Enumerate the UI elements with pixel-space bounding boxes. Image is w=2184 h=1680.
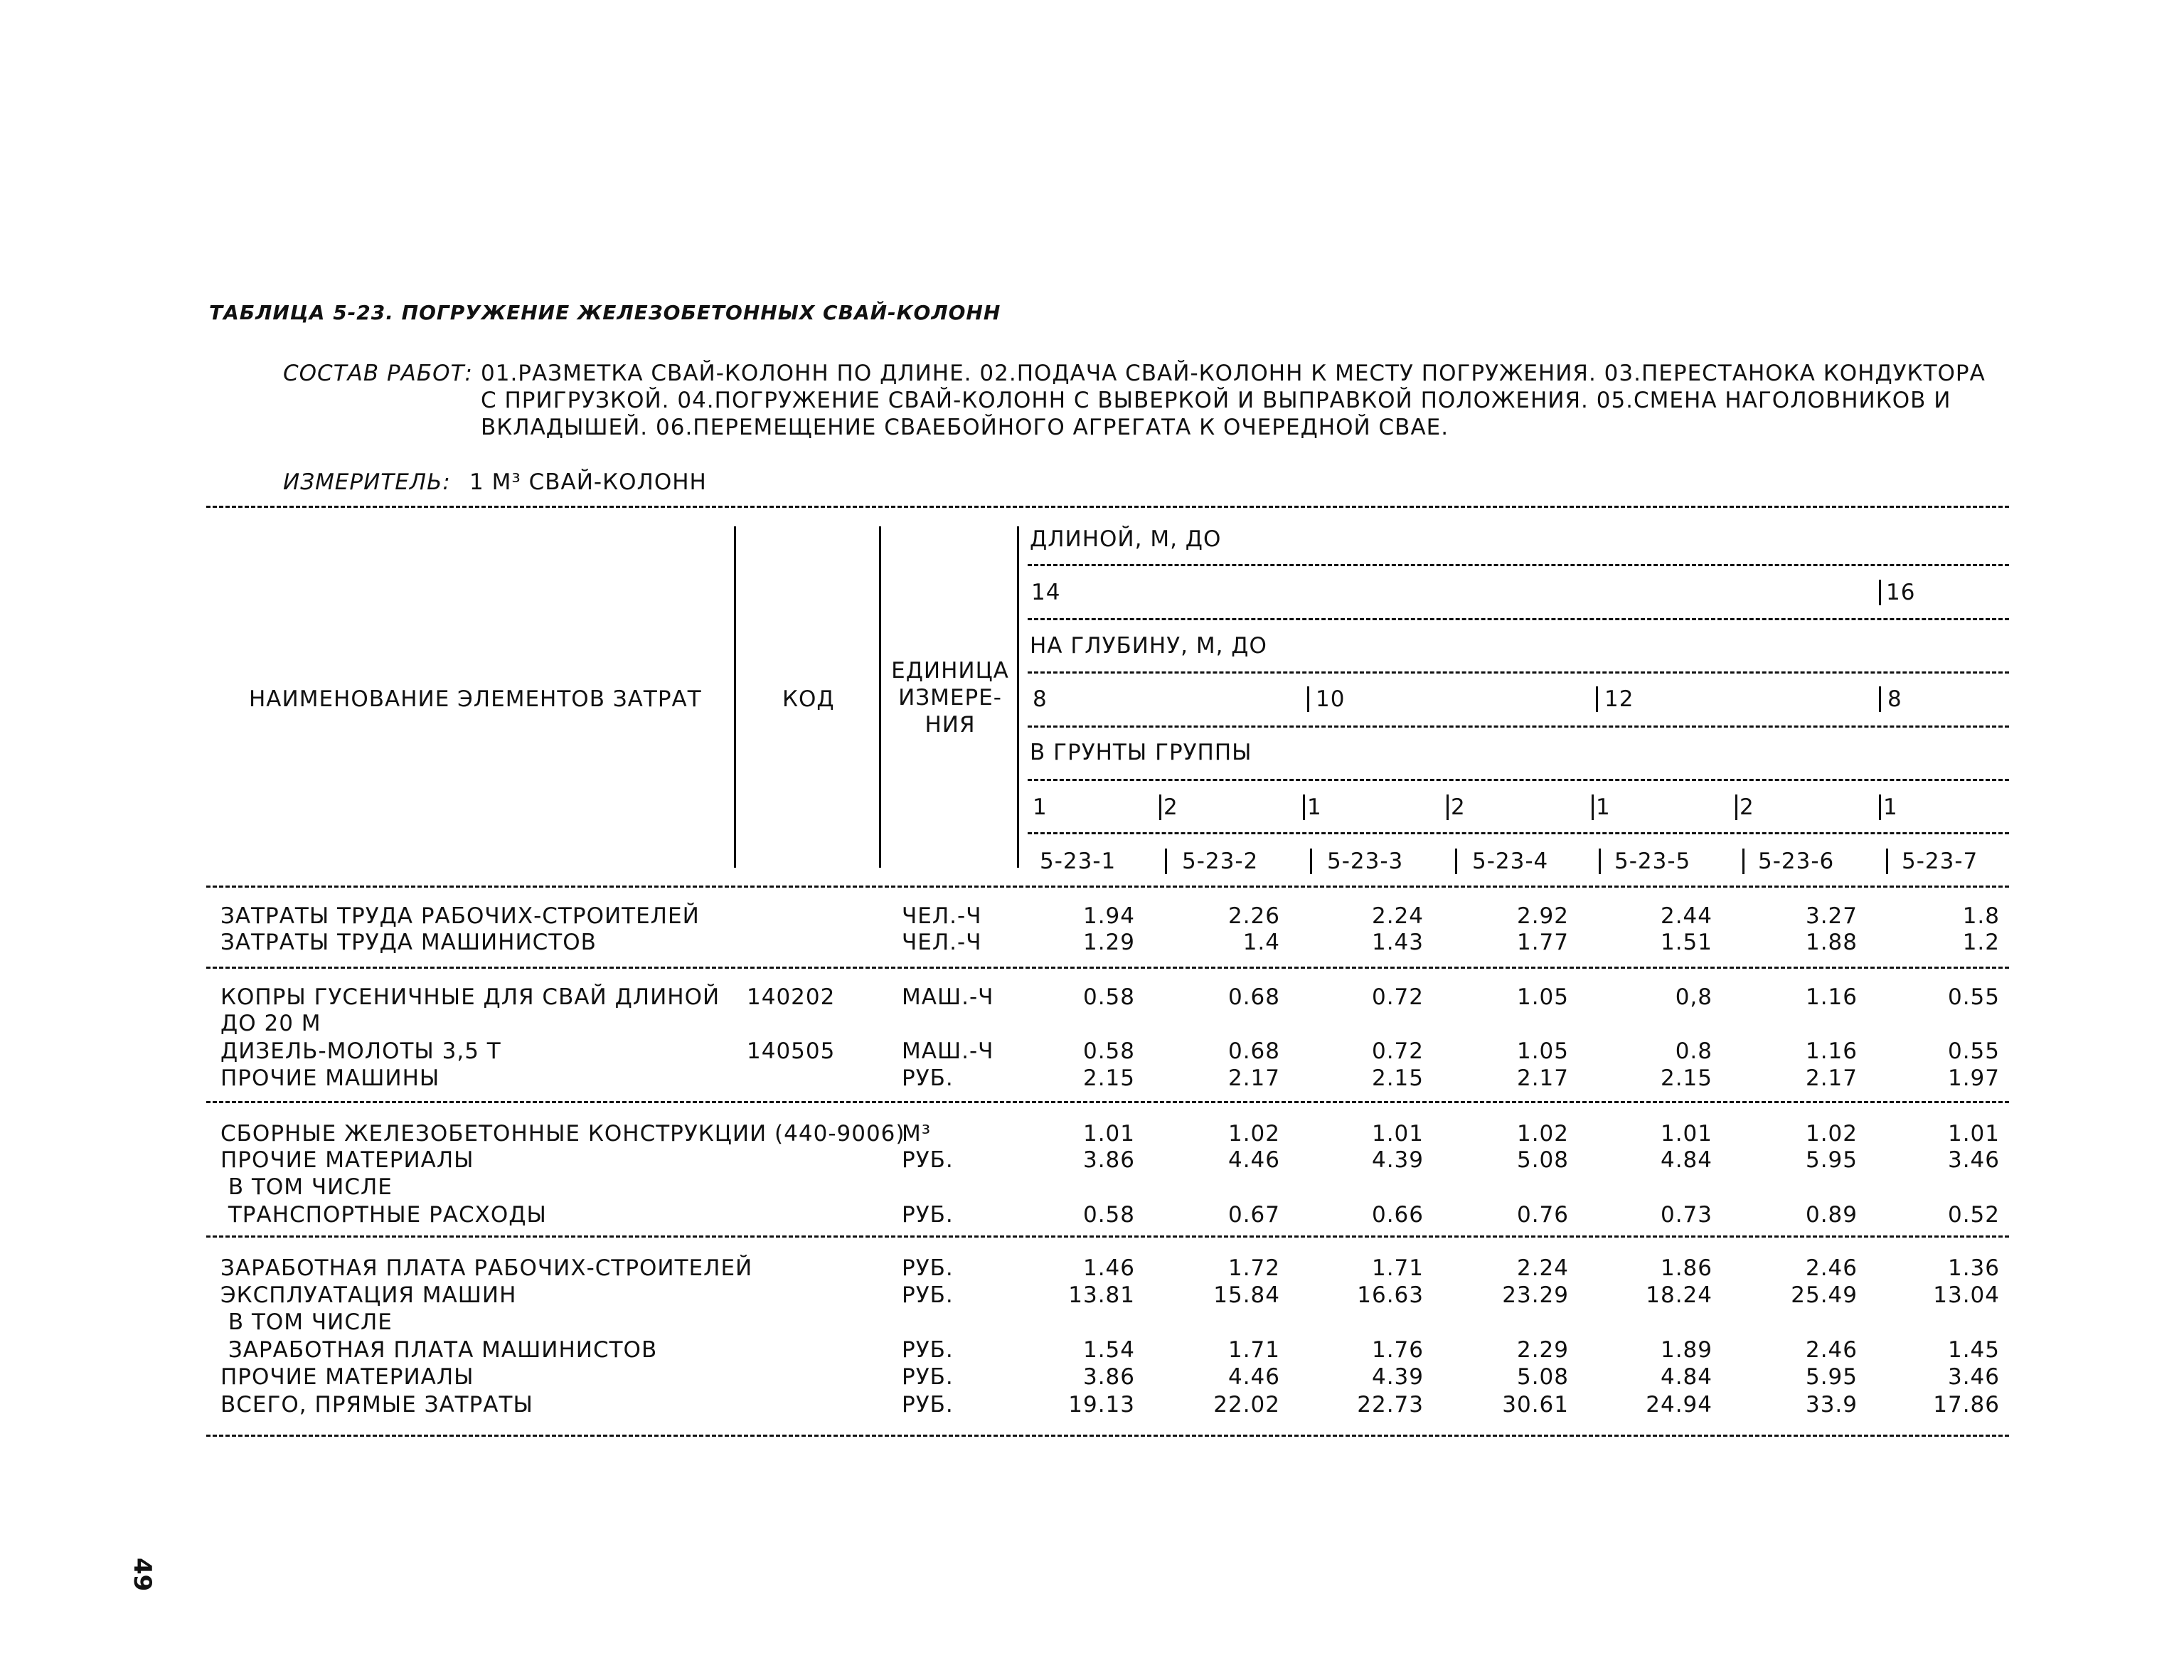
row-value-6: 1.16 — [1805, 1038, 1858, 1064]
row-value-1: 0.58 — [1082, 1202, 1135, 1228]
row-value-7: 1.97 — [1947, 1065, 2000, 1091]
row-value-3: 1.71 — [1371, 1255, 1424, 1281]
row-value-3: 1.01 — [1371, 1121, 1424, 1147]
table-title: ТАБЛИЦА 5-23. ПОГРУЖЕНИЕ ЖЕЛЕЗОБЕТОННЫХ СВАЙ-КОЛОНН — [209, 301, 1001, 324]
row-value-7: 1.45 — [1947, 1337, 2000, 1363]
row-value-5: 0,8 — [1675, 984, 1712, 1010]
row-value-3: 16.63 — [1357, 1282, 1424, 1308]
row-value-4: 2.24 — [1516, 1255, 1569, 1281]
row-value-2: 22.02 — [1213, 1392, 1280, 1418]
row-code: 140505 — [747, 1038, 836, 1064]
row-value-5: 24.94 — [1646, 1392, 1712, 1418]
header-subrule-1 — [1028, 564, 2009, 566]
row-value-3: 0.72 — [1371, 1038, 1424, 1064]
soil-sep-6 — [1879, 794, 1881, 820]
row-value-3: 1.43 — [1371, 930, 1424, 955]
work-composition-line-3: ВКЛАДЫШЕЙ. 06.ПЕРЕМЕЩЕНИЕ СВАЕБОЙНОГО АГРЕГАТА К ОЧЕРЕДНОЙ СВАЕ. — [481, 415, 1449, 440]
row-value-5: 4.84 — [1660, 1147, 1712, 1173]
row-unit: РУБ. — [902, 1255, 954, 1281]
header-length-sep — [1879, 580, 1881, 605]
row-value-4: 5.08 — [1516, 1147, 1569, 1173]
row-value-6: 5.95 — [1805, 1364, 1858, 1390]
row-value-5: 1.89 — [1660, 1337, 1712, 1363]
row-value-4: 1.05 — [1516, 1038, 1569, 1064]
row-name: ЗАРАБОТНАЯ ПЛАТА РАБОЧИХ-СТРОИТЕЛЕЙ — [220, 1255, 753, 1281]
header-soil-label: В ГРУНТЫ ГРУППЫ — [1030, 740, 1252, 765]
page-number: 49 — [128, 1558, 156, 1592]
row-value-7: 0.55 — [1947, 1038, 2000, 1064]
row-value-4: 1.05 — [1516, 984, 1569, 1010]
row-name: ВСЕГО, ПРЯМЫЕ ЗАТРАТЫ — [220, 1392, 533, 1418]
row-value-3: 4.39 — [1371, 1147, 1424, 1173]
work-composition-line-2: С ПРИГРУЗКОЙ. 04.ПОГРУЖЕНИЕ СВАЙ-КОЛОНН С ВЫВЕРКОЙ И ВЫПРАВКОЙ ПОЛОЖЕНИЯ. 05.СМЕНА НАГОЛОВНИКОВ И — [481, 388, 1951, 413]
header-subrule-4 — [1028, 725, 2009, 728]
row-value-4: 1.02 — [1516, 1121, 1569, 1147]
row-unit: МАШ.-Ч — [902, 1038, 994, 1064]
header-code-3: 5-23-3 — [1327, 849, 1404, 874]
soil-sep-3 — [1447, 794, 1449, 820]
header-soil-4: 2 — [1451, 794, 1466, 820]
row-value-2: 2.17 — [1227, 1065, 1280, 1091]
row-value-1: 2.15 — [1082, 1065, 1135, 1091]
row-value-5: 1.86 — [1660, 1255, 1712, 1281]
row-value-5: 18.24 — [1646, 1282, 1712, 1308]
row-value-4: 2.92 — [1516, 903, 1569, 929]
row-value-1: 19.13 — [1068, 1392, 1135, 1418]
row-value-7: 3.46 — [1947, 1147, 2000, 1173]
row-name: ЗАРАБОТНАЯ ПЛАТА МАШИНИСТОВ — [220, 1337, 658, 1363]
row-value-1: 1.01 — [1082, 1121, 1135, 1147]
row-value-6: 1.88 — [1805, 930, 1858, 955]
row-name: ПРОЧИЕ МАТЕРИАЛЫ — [220, 1364, 474, 1390]
measure-label: ИЗМЕРИТЕЛЬ: — [283, 469, 451, 495]
header-depth-sep-1 — [1307, 686, 1309, 712]
row-value-7: 1.8 — [1962, 903, 2000, 929]
header-soil-5: 1 — [1596, 794, 1611, 820]
header-code: КОД — [782, 686, 835, 712]
header-code-6: 5-23-6 — [1758, 849, 1835, 874]
row-value-5: 4.84 — [1660, 1364, 1712, 1390]
header-code-4: 5-23-4 — [1472, 849, 1549, 874]
row-value-5: 2.44 — [1660, 903, 1712, 929]
row-value-3: 1.76 — [1371, 1337, 1424, 1363]
measure-value: 1 М³ СВАЙ-КОЛОНН — [469, 469, 707, 495]
row-value-5: 0.8 — [1675, 1038, 1712, 1064]
row-value-2: 0.68 — [1227, 1038, 1280, 1064]
row-value-6: 5.95 — [1805, 1147, 1858, 1173]
row-value-2: 1.02 — [1227, 1121, 1280, 1147]
row-value-2: 15.84 — [1213, 1282, 1280, 1308]
group-rule-2 — [206, 1101, 2009, 1103]
row-value-7: 13.04 — [1933, 1282, 2000, 1308]
row-value-7: 0.55 — [1947, 984, 2000, 1010]
row-value-6: 2.46 — [1805, 1255, 1858, 1281]
header-unit-3: НИЯ — [925, 712, 976, 738]
code-sep-4 — [1599, 849, 1601, 874]
soil-sep-5 — [1735, 794, 1737, 820]
row-value-3: 0.66 — [1371, 1202, 1424, 1228]
row-value-4: 30.61 — [1502, 1392, 1569, 1418]
row-name: ДО 20 М — [220, 1011, 321, 1036]
header-depth-8: 8 — [1033, 686, 1048, 712]
code-sep-6 — [1886, 849, 1888, 874]
row-unit: ЧЕЛ.-Ч — [902, 930, 982, 955]
header-depth-12: 12 — [1604, 686, 1634, 712]
row-name: ТРАНСПОРТНЫЕ РАСХОДЫ — [220, 1202, 547, 1228]
row-value-2: 1.4 — [1242, 930, 1280, 955]
soil-sep-2 — [1303, 794, 1305, 820]
row-value-2: 2.26 — [1227, 903, 1280, 929]
header-soil-7: 1 — [1883, 794, 1898, 820]
row-name: КОПРЫ ГУСЕНИЧНЫЕ ДЛЯ СВАЙ ДЛИНОЙ — [220, 984, 720, 1010]
row-value-7: 0.52 — [1947, 1202, 2000, 1228]
header-length-label: ДЛИНОЙ, М, ДО — [1030, 526, 1222, 552]
row-value-2: 1.72 — [1227, 1255, 1280, 1281]
header-length-14: 14 — [1031, 580, 1061, 605]
row-value-5: 0.73 — [1660, 1202, 1712, 1228]
row-value-6: 33.9 — [1805, 1392, 1858, 1418]
row-value-2: 0.68 — [1227, 984, 1280, 1010]
row-unit: М³ — [902, 1121, 932, 1147]
header-soil-1: 1 — [1033, 794, 1048, 820]
code-sep-3 — [1455, 849, 1457, 874]
row-value-6: 1.02 — [1805, 1121, 1858, 1147]
header-name: НАИМЕНОВАНИЕ ЭЛЕМЕНТОВ ЗАТРАТ — [249, 686, 702, 712]
header-depth-10: 10 — [1316, 686, 1346, 712]
header-depth-sep-3 — [1879, 686, 1881, 712]
row-unit: ЧЕЛ.-Ч — [902, 903, 982, 929]
row-name: ПРОЧИЕ МАШИНЫ — [220, 1065, 440, 1091]
header-code-7: 5-23-7 — [1902, 849, 1978, 874]
row-value-1: 0.58 — [1082, 984, 1135, 1010]
row-value-2: 4.46 — [1227, 1147, 1280, 1173]
row-value-4: 2.17 — [1516, 1065, 1569, 1091]
row-value-7: 1.01 — [1947, 1121, 2000, 1147]
soil-sep-4 — [1592, 794, 1594, 820]
header-subrule-3 — [1028, 671, 2009, 674]
table-bottom-rule — [206, 1435, 2009, 1437]
header-depth-sep-2 — [1596, 686, 1598, 712]
row-name: ЭКСПЛУАТАЦИЯ МАШИН — [220, 1282, 517, 1308]
row-code: 140202 — [747, 984, 836, 1010]
header-soil-2: 2 — [1163, 794, 1178, 820]
row-unit: РУБ. — [902, 1065, 954, 1091]
row-value-5: 1.01 — [1660, 1121, 1712, 1147]
row-name: В ТОМ ЧИСЛЕ — [220, 1174, 393, 1200]
header-depth-8b: 8 — [1887, 686, 1902, 712]
row-value-3: 22.73 — [1357, 1392, 1424, 1418]
work-composition-label: СОСТАВ РАБОТ: — [283, 361, 473, 386]
row-value-4: 0.76 — [1516, 1202, 1569, 1228]
row-name: ПРОЧИЕ МАТЕРИАЛЫ — [220, 1147, 474, 1173]
row-unit: РУБ. — [902, 1392, 954, 1418]
row-value-6: 0.89 — [1805, 1202, 1858, 1228]
row-value-7: 3.46 — [1947, 1364, 2000, 1390]
row-value-1: 1.46 — [1082, 1255, 1135, 1281]
header-top-rule — [206, 506, 2009, 508]
work-composition-line-1: 01.РАЗМЕТКА СВАЙ-КОЛОНН ПО ДЛИНЕ. 02.ПОДАЧА СВАЙ-КОЛОНН К МЕСТУ ПОГРУЖЕНИЯ. 03.ПЕРЕСТАНОКА КОНДУКТОРА — [481, 361, 1986, 386]
row-value-1: 3.86 — [1082, 1147, 1135, 1173]
row-value-7: 1.2 — [1962, 930, 2000, 955]
header-code-5: 5-23-5 — [1614, 849, 1691, 874]
row-value-3: 2.15 — [1371, 1065, 1424, 1091]
row-value-1: 1.29 — [1082, 930, 1135, 955]
row-unit: РУБ. — [902, 1147, 954, 1173]
row-unit: РУБ. — [902, 1337, 954, 1363]
row-name: ДИЗЕЛЬ-МОЛОТЫ 3,5 Т — [220, 1038, 501, 1064]
row-unit: МАШ.-Ч — [902, 984, 994, 1010]
row-value-4: 23.29 — [1502, 1282, 1569, 1308]
row-value-5: 1.51 — [1660, 930, 1712, 955]
row-name: ЗАТРАТЫ ТРУДА РАБОЧИХ-СТРОИТЕЛЕЙ — [220, 903, 700, 929]
header-unit-2: ИЗМЕРЕ- — [898, 685, 1002, 711]
row-name: В ТОМ ЧИСЛЕ — [220, 1309, 393, 1335]
row-value-4: 2.29 — [1516, 1337, 1569, 1363]
row-value-6: 2.17 — [1805, 1065, 1858, 1091]
row-value-4: 5.08 — [1516, 1364, 1569, 1390]
header-subrule-2 — [1028, 618, 2009, 620]
code-sep-2 — [1310, 849, 1312, 874]
row-value-1: 13.81 — [1068, 1282, 1135, 1308]
row-value-6: 25.49 — [1791, 1282, 1858, 1308]
group-rule-1 — [206, 967, 2009, 969]
code-sep-5 — [1742, 849, 1744, 874]
row-value-7: 17.86 — [1933, 1392, 2000, 1418]
row-value-3: 2.24 — [1371, 903, 1424, 929]
row-value-4: 1.77 — [1516, 930, 1569, 955]
row-unit: РУБ. — [902, 1282, 954, 1308]
soil-sep-1 — [1159, 794, 1161, 820]
row-value-6: 1.16 — [1805, 984, 1858, 1010]
row-value-2: 1.71 — [1227, 1337, 1280, 1363]
group-rule-3 — [206, 1235, 2009, 1238]
header-code-2: 5-23-2 — [1182, 849, 1259, 874]
row-name: ЗАТРАТЫ ТРУДА МАШИНИСТОВ — [220, 930, 597, 955]
header-subrule-5 — [1028, 779, 2009, 781]
header-code-1: 5-23-1 — [1040, 849, 1117, 874]
row-value-1: 1.94 — [1082, 903, 1135, 929]
row-value-2: 0.67 — [1227, 1202, 1280, 1228]
header-soil-6: 2 — [1740, 794, 1754, 820]
row-value-6: 3.27 — [1805, 903, 1858, 929]
col-divider-name — [734, 526, 736, 868]
code-sep-1 — [1165, 849, 1167, 874]
row-value-1: 1.54 — [1082, 1337, 1135, 1363]
header-subrule-6 — [1028, 832, 2009, 834]
header-unit-1: ЕДИНИЦА — [891, 658, 1009, 684]
row-name: СБОРНЫЕ ЖЕЛЕЗОБЕТОННЫЕ КОНСТРУКЦИИ (440-9006) — [220, 1121, 905, 1147]
row-value-1: 0.58 — [1082, 1038, 1135, 1064]
row-unit: РУБ. — [902, 1364, 954, 1390]
header-depth-label: НА ГЛУБИНУ, М, ДО — [1030, 633, 1267, 659]
row-value-3: 0.72 — [1371, 984, 1424, 1010]
row-value-1: 3.86 — [1082, 1364, 1135, 1390]
row-value-7: 1.36 — [1947, 1255, 2000, 1281]
header-length-16: 16 — [1886, 580, 1916, 605]
row-value-2: 4.46 — [1227, 1364, 1280, 1390]
row-value-3: 4.39 — [1371, 1364, 1424, 1390]
row-value-5: 2.15 — [1660, 1065, 1712, 1091]
row-value-6: 2.46 — [1805, 1337, 1858, 1363]
header-soil-3: 1 — [1307, 794, 1322, 820]
row-unit: РУБ. — [902, 1202, 954, 1228]
header-bottom-rule — [206, 886, 2009, 888]
